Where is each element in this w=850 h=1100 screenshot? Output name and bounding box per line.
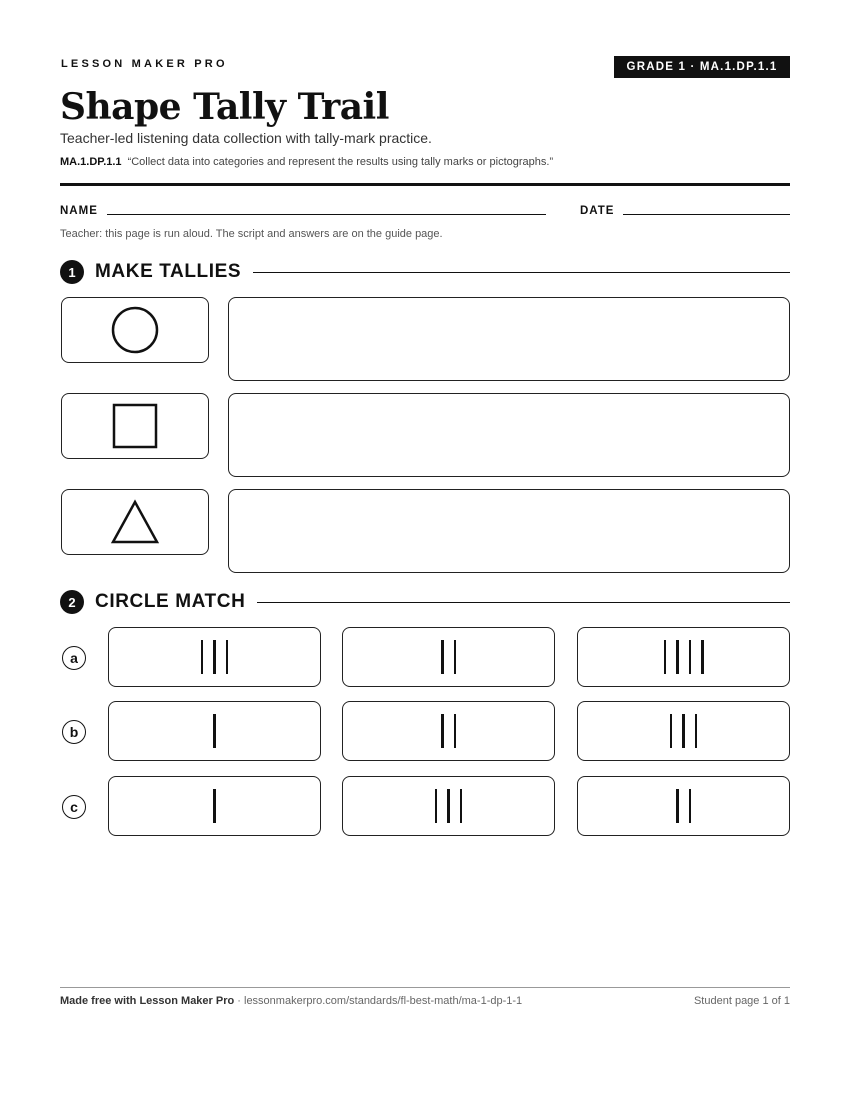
tally-stroke: [689, 640, 692, 674]
tally-stroke: [441, 714, 444, 748]
choice-a-2[interactable]: [342, 627, 555, 687]
tally-stroke: [676, 640, 679, 674]
section-divider: [257, 602, 790, 603]
section-number-badge: 2: [60, 590, 84, 614]
tally-stroke: [201, 640, 204, 674]
tally-stroke: [447, 789, 450, 823]
shape-card-triangle: [61, 489, 209, 555]
tally-stroke: [226, 640, 229, 674]
tally-stroke: [676, 789, 679, 823]
tally-stroke: [664, 640, 667, 674]
tally-stroke: [213, 714, 216, 748]
row-label-c: c: [62, 795, 86, 819]
shape-card-square: [61, 393, 209, 459]
choice-a-3[interactable]: [577, 627, 790, 687]
tally-stroke: [213, 789, 216, 823]
row-label-a: a: [62, 646, 86, 670]
tally-marks: [441, 640, 456, 674]
section-title: MAKE TALLIES: [95, 261, 242, 282]
section-divider: [253, 272, 790, 273]
row-label-b: b: [62, 720, 86, 744]
tally-marks: [670, 714, 698, 748]
tally-stroke: [441, 640, 444, 674]
tally-area-triangle[interactable]: [228, 489, 790, 573]
section-make-tallies-header: [60, 260, 790, 284]
standard-code: MA.1.DP.1.1: [60, 156, 122, 168]
square-icon: [112, 403, 158, 449]
tally-stroke: [213, 640, 216, 674]
triangle-icon: [110, 499, 160, 545]
tally-stroke: [695, 714, 698, 748]
choice-b-2[interactable]: [342, 701, 555, 761]
tally-stroke: [689, 789, 692, 823]
name-label: NAME: [60, 205, 98, 217]
section-number-badge: 1: [60, 260, 84, 284]
tally-marks: [201, 640, 229, 674]
footer-page-number: Student page 1 of 1: [693, 995, 790, 1007]
choice-c-2[interactable]: [342, 776, 555, 836]
date-field[interactable]: [623, 214, 790, 215]
footer-credit: [60, 995, 522, 1007]
tally-stroke: [454, 640, 457, 674]
tally-marks: [441, 714, 456, 748]
shape-card-circle: [61, 297, 209, 363]
tally-area-circle[interactable]: [228, 297, 790, 381]
tally-stroke: [454, 714, 457, 748]
choice-b-1[interactable]: [108, 701, 321, 761]
choice-c-3[interactable]: [577, 776, 790, 836]
standard-text: “Collect data into categories and represent the results using tally marks or pictographs.”: [127, 156, 554, 168]
header-divider: [60, 183, 790, 186]
page-title: Shape Tally Trail: [60, 86, 389, 128]
tally-marks: [213, 789, 216, 823]
footer-url[interactable]: · lessonmakerpro.com/standards/fl-best-math/ma-1-dp-1-1: [234, 995, 523, 1007]
choice-c-1[interactable]: [108, 776, 321, 836]
footer-divider: [60, 987, 790, 988]
tally-stroke: [460, 789, 463, 823]
teacher-note: Teacher: this page is run aloud. The script and answers are on the guide page.: [60, 228, 443, 240]
section-circle-match-header: [60, 590, 790, 614]
tally-area-square[interactable]: [228, 393, 790, 477]
page-subtitle: Teacher-led listening data collection with tally-mark practice.: [60, 130, 432, 146]
date-label: DATE: [580, 205, 615, 217]
tally-stroke: [701, 640, 704, 674]
name-field[interactable]: [107, 214, 546, 215]
tally-marks: [213, 714, 216, 748]
section-title: CIRCLE MATCH: [95, 591, 246, 612]
tally-stroke: [435, 789, 438, 823]
footer-made-with: Made free with Lesson Maker Pro: [60, 995, 235, 1007]
tally-marks: [664, 640, 704, 674]
brand-name: LESSON MAKER PRO: [61, 58, 228, 70]
tally-marks: [676, 789, 691, 823]
tally-marks: [435, 789, 463, 823]
choice-a-1[interactable]: [108, 627, 321, 687]
tally-stroke: [682, 714, 685, 748]
tally-stroke: [670, 714, 673, 748]
standard-line: [60, 156, 553, 168]
choice-b-3[interactable]: [577, 701, 790, 761]
circle-icon: [110, 305, 160, 355]
grade-badge: GRADE 1 · MA.1.DP.1.1: [614, 56, 790, 78]
